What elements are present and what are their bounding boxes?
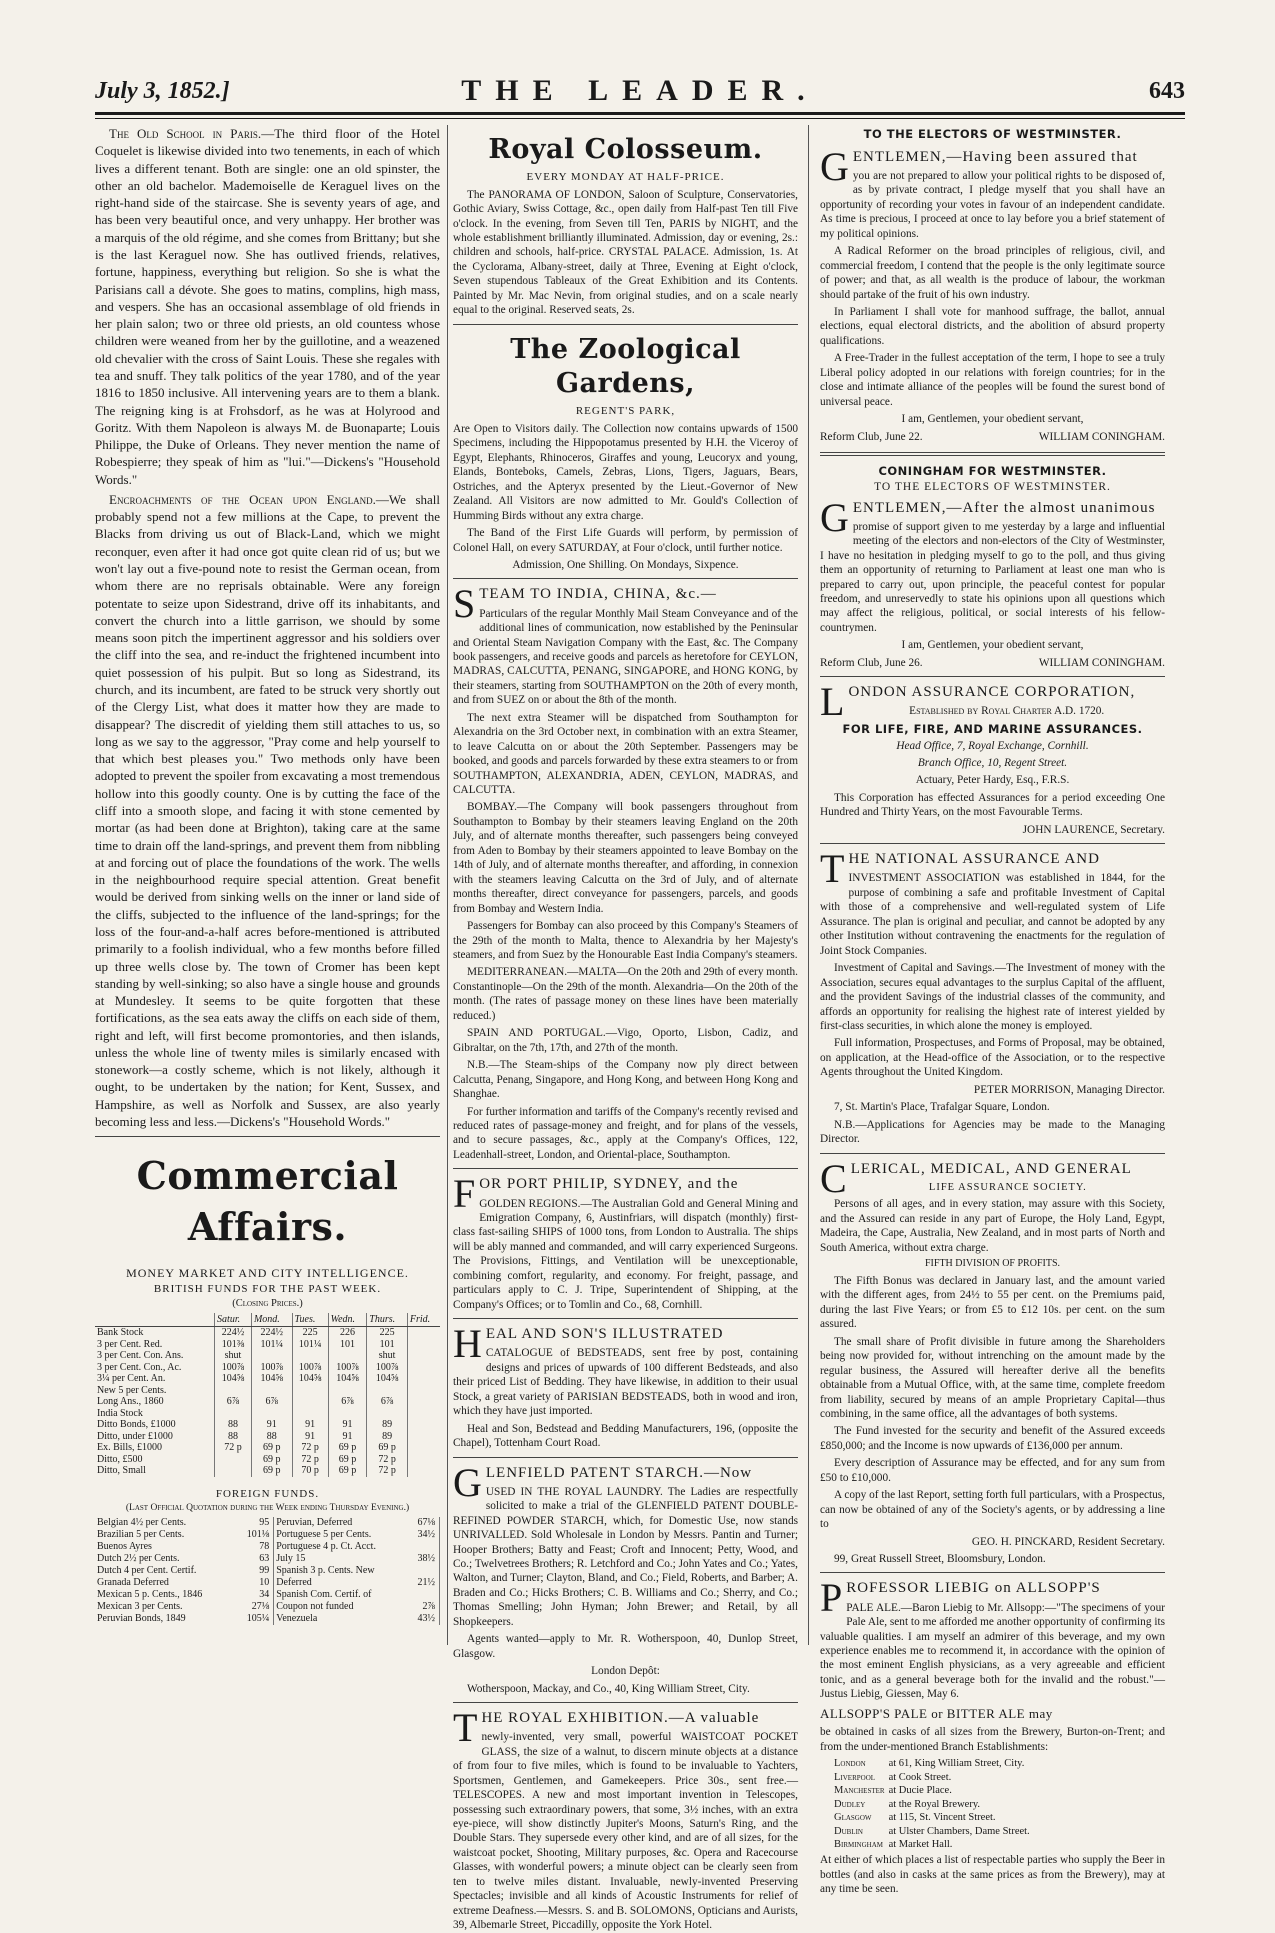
london-assurance-actuary: Actuary, Peter Hardy, Esq., F.R.S. xyxy=(915,774,1070,787)
foreign-fund-name: Dutch 4 per Cent. Certif. xyxy=(97,1565,197,1577)
depot-town: Liverpool xyxy=(834,1771,876,1783)
funds-price: 69 p xyxy=(328,1454,367,1466)
national-assurance-paragraph: Full information, Prospectuses, and Forms of Proposal, may be obtained, on application, at the Head-office of the Association, or to the respective Agents throughout the United Kingdom. xyxy=(820,1037,1165,1079)
funds-column-header xyxy=(95,1313,215,1327)
funds-price: 101⅜ xyxy=(215,1339,252,1351)
heal-address: Heal and Son, Bedstead and Bedding Manufacturers, 196, (opposite the Chapel), Tottenham Court Road. xyxy=(453,1422,798,1450)
funds-price: 6⅞ xyxy=(215,1396,252,1408)
steam-paragraph: N.B.—The Steam-ships of the Company now ply direct between Calcutta, Penang, Singapore, and Hong Kong, and between Hong Kong and Shanghae. xyxy=(453,1059,798,1101)
funds-price: 91 xyxy=(328,1431,367,1443)
funds-stock-name: Long Ans., 1860 xyxy=(97,1396,164,1408)
foreign-fund-price xyxy=(408,1589,439,1601)
clerical-medical-body: Persons of all ages, and in every station, may assure with this Society, and the Assured can reside in any part of Europe, the Holy Land, Egypt, Madeira, the Cape, Australia, New Zealand, and in most parts of North and South America, without extra charge. xyxy=(820,1198,1165,1254)
glenfield-depot-label: London Depôt: xyxy=(591,1665,660,1678)
funds-price xyxy=(407,1327,440,1339)
clerical-medical-heading: CLERICAL, MEDICAL, AND GENERAL xyxy=(820,1155,1132,1201)
steam-paragraph: BOMBAY.—The Company will book passengers throughout from Southampton to Bombay by their steamers leaving England on the 20th July, and of alternate months thereafter, such passengers being conveyed from Aden to Bombay by their steamers appointed to leave Bombay on the 14th of July, and of alternate months thereafter, and affording, in connexion with the steamers leaving Calcutta on the 3rd of July, and of alternate months thereafter, direct conveyance for passengers, parcels, and goods from Bombay and Western India. xyxy=(453,801,798,915)
foreign-fund-name: Venezuela xyxy=(276,1613,318,1625)
electors-letter-paragraph: A Free-Trader in the fullest acceptation of the term, I hope to see a truly Liberal policy adopted in our relations with foreign countries; for in the close and intimate alliance of the peoples will be found the surest bond of universal peace. xyxy=(820,352,1165,408)
divider xyxy=(453,578,798,579)
foreign-fund-name: Deferred xyxy=(276,1577,312,1589)
foreign-fund-price: 2⅞ xyxy=(408,1601,439,1613)
funds-price: 104⅝ xyxy=(328,1373,367,1385)
funds-price: 225 xyxy=(292,1327,328,1339)
funds-stock-name: Ditto, £500 xyxy=(97,1453,143,1465)
funds-price: 89 xyxy=(367,1431,408,1443)
column-divider xyxy=(808,125,809,1645)
foreign-funds-heading: FOREIGN FUNDS. xyxy=(215,1487,320,1500)
funds-row xyxy=(95,1350,440,1362)
electors-letter-close: I am, Gentlemen, your obedient servant, xyxy=(901,413,1084,426)
colosseum-body: The PANORAMA OF LONDON, Saloon of Sculpture, Conservatories, Gothic Aviary, Swiss Cottage, &c., open daily from Half-past Ten till Five o'clock. In the evening, from Seven till Ten, PARIS by NIGHT, and the whole establishment brilliantly illuminated. Admission, day or evening, 2s.: children and schools, half-price. CRYSTAL PALACE. Admission, 1s. At the Cyclorama, Albany-street, daily at Three, Evening at Eight o'clock, Seven stupendous Tableaux of the Great Exhibition and its Contents. Painted by Mr. Mac Nevin, from original studies, and on a scale nearly equal to the original. Reserved seats, 2s. xyxy=(453,188,798,317)
funds-price: 91 xyxy=(292,1419,328,1431)
london-assurance-signature: JOHN LAURENCE, Secretary. xyxy=(1022,823,1165,836)
page-number: 643 xyxy=(1149,78,1185,104)
steam-paragraph: SPAIN AND PORTUGAL.—Vigo, Oporto, Lisbon, Cadiz, and Gibraltar, on the 7th, 17th, and 27th of the month. xyxy=(453,1027,798,1054)
foreign-fund-price: 67⅛ xyxy=(408,1517,439,1529)
foreign-funds-row xyxy=(95,1589,440,1601)
electors-letter-paragraph: A Radical Reformer on the broad principles of religious, civil, and commercial freedom, I contend that the people is the only legitimate source of power; and that, as all wealth is the produce of labour, the workman should partake of the fruit of his own industry. xyxy=(820,245,1165,301)
funds-row xyxy=(95,1327,440,1339)
funds-price xyxy=(367,1385,408,1397)
depot-address: at 61, King William Street, City. xyxy=(888,1758,1025,1770)
steam-heading: STEAM TO INDIA, CHINA, &c.— xyxy=(453,581,717,627)
depot-town: Glasgow xyxy=(834,1812,872,1824)
funds-price: 100⅞ xyxy=(251,1362,292,1374)
london-assurance-established: Established by Royal Charter A.D. 1720. xyxy=(909,705,1105,718)
funds-price: 224½ xyxy=(215,1327,252,1339)
foreign-fund-price: 43½ xyxy=(408,1613,439,1625)
funds-price: 69 p xyxy=(328,1442,367,1454)
funds-price: 104⅝ xyxy=(251,1373,292,1385)
electors-letter-body: you are not prepared to allow your political rights to be disposed of, as by private contract, I pledge myself that you shall have an opportunity of recording your votes in favour of an independent candidate. As time is precious, I proceed at once to lay before you a brief statement of my political opinions. xyxy=(820,169,1165,240)
coningham-letter-body: promise of support given to me yesterday by a large and influential meeting of the electors and non-electors of the City of Westminster, I have no hesitation in pledging myself to go to the poll, and thus giving them an opportunity of returning to Parliament at least one man who is prepared to carry out, upon principle, the peaceful contest for popular freedom, and unreservedly to state his opinions upon all questions which may affect the religious, political, or social interests of his fellow-countrymen. xyxy=(820,520,1165,634)
london-assurance-head-office: Head Office, 7, Royal Exchange, Cornhill. xyxy=(896,739,1089,752)
divider xyxy=(820,1153,1165,1154)
funds-price xyxy=(328,1408,367,1420)
colosseum-subtitle: EVERY MONDAY AT HALF-PRICE. xyxy=(526,170,725,183)
foreign-fund-price: 78 xyxy=(236,1541,273,1553)
electors-letter-paragraph: In Parliament I shall vote for manhood suffrage, the ballot, annual elections, equal electoral districts, and the abolition of absurd property qualifications. xyxy=(820,305,1165,347)
funds-row xyxy=(95,1454,440,1466)
funds-column-header: Frid. xyxy=(407,1313,440,1327)
foreign-fund-name: Portuguese 4 p. Ct. Acct. xyxy=(276,1541,376,1553)
colosseum-title: Royal Colosseum. xyxy=(488,134,763,165)
clerical-medical-subheading: LIFE ASSURANCE SOCIETY. xyxy=(928,1181,1087,1193)
foreign-fund-price: 101⅛ xyxy=(236,1529,273,1541)
british-funds-table xyxy=(95,1313,440,1477)
funds-price xyxy=(407,1419,440,1431)
funds-row xyxy=(95,1385,440,1397)
funds-stock-name: Ditto, under £1000 xyxy=(97,1430,173,1442)
funds-row xyxy=(95,1362,440,1374)
funds-stock-name: New 5 per Cents. xyxy=(97,1384,167,1396)
depot-address: at Market Hall. xyxy=(888,1839,953,1850)
depot-address: at Ulster Chambers, Dame Street. xyxy=(888,1825,1030,1837)
funds-stock-name: India Stock xyxy=(97,1407,143,1419)
funds-price: 101 xyxy=(328,1339,367,1351)
divider xyxy=(453,324,798,325)
allsopp-depots-table xyxy=(834,1757,1034,1851)
funds-price xyxy=(215,1454,252,1466)
foreign-funds-row xyxy=(95,1613,440,1625)
foreign-funds-row xyxy=(95,1517,440,1529)
zoo-body: Are Open to Visitors daily. The Collection now contains upwards of 1500 Specimens, including the Hippopotamus presented by H.H. the Viceroy of Egypt, Elephants, Rhinoceros, Giraffes and young, Leucoryx and young, Elands, Bonteboks, Camels, Zebras, Lions, Tigers, Jaguars, Bears, Ostriches, and the Apteryx presented by the Lieut.-Governor of New Zealand. All Visitors are now admitted to Mr. Gould's Collection of Humming Birds without any extra charge. xyxy=(453,422,798,522)
foreign-fund-name: July 15 xyxy=(276,1553,306,1565)
funds-price: shut xyxy=(215,1350,252,1362)
funds-stock-name: 3 per Cent. Con. Ans. xyxy=(97,1350,184,1362)
clerical-medical-paragraph: The Fund invested for the security and benefit of the Assured exceeds £850,000; and the Income is now upwards of £136,000 per annum. xyxy=(820,1425,1165,1452)
funds-price xyxy=(407,1454,440,1466)
funds-price: 88 xyxy=(251,1431,292,1443)
foreign-fund-price: 27⅛ xyxy=(236,1601,273,1613)
depot-address: at 115, St. Vincent Street. xyxy=(888,1812,996,1824)
depot-row xyxy=(834,1784,1034,1797)
masthead-rule xyxy=(95,112,1185,115)
zoo-admission: Admission, One Shilling. On Mondays, Sixpence. xyxy=(512,558,739,571)
clerical-medical-paragraph: A copy of the last Report, setting forth full particulars, with a Prospectus, can now be obtained of any of the Society's agents, or by addressing a line to xyxy=(820,1489,1165,1531)
allsopp-tail: At either of which places a list of respectable parties who supply the Beer in bottles (and also in casks at the same prices as from the Brewery), may at any time be seen. xyxy=(820,1854,1165,1896)
foreign-fund-name: Spanish 3 p. Cents. New xyxy=(276,1565,375,1577)
funds-row xyxy=(95,1339,440,1351)
steam-paragraph: Passengers for Bombay can also proceed by this Company's Steamers of the 29th of the month to Malta, thence to Alexandria by her Majesty's steamers, and from Suez by the Honourable East India Company's steamers. xyxy=(453,920,798,962)
funds-price xyxy=(292,1350,328,1362)
funds-column-header: Tues. xyxy=(292,1313,328,1327)
heal-heading: HEAL AND SON'S ILLUSTRATED xyxy=(453,1321,724,1367)
funds-price: 100⅞ xyxy=(328,1362,367,1374)
funds-price xyxy=(407,1396,440,1408)
funds-stock-name: 3 per Cent. Red. xyxy=(97,1338,163,1350)
funds-price: 89 xyxy=(367,1419,408,1431)
funds-price: 224½ xyxy=(251,1327,292,1339)
foreign-funds-table xyxy=(95,1517,440,1625)
foreign-fund-price: 34 xyxy=(236,1589,273,1601)
divider xyxy=(820,1572,1165,1573)
glenfield-heading: GLENFIELD PATENT STARCH.—Now xyxy=(453,1459,753,1505)
divider xyxy=(453,1318,798,1319)
funds-row xyxy=(95,1373,440,1385)
funds-price xyxy=(367,1408,408,1420)
clerical-medical-paragraph: The small share of Profit divisible in future among the Shareholders being now provided for, without intrenching on the amount made by the regular business, the Assured will hereafter derive all the benefits obtainable from a Mutual Office, with, at the same time, complete freedom from liability, secured by means of an ample Proprietary Capital—thus combining, in the same office, all the advantages of both systems. xyxy=(820,1335,1165,1420)
funds-price xyxy=(407,1339,440,1351)
clerical-medical-paragraph: Every description of Assurance may be effected, and for any sum from £50 to £10,000. xyxy=(820,1457,1165,1484)
foreign-fund-price: 34½ xyxy=(408,1529,439,1541)
funds-price xyxy=(215,1465,252,1477)
funds-price xyxy=(407,1442,440,1454)
depot-row xyxy=(834,1825,1034,1838)
article-encroachments: Encroachments of the Ocean upon England.—We shall probably spend not a few millions at the Cape, to prevent the Blacks from driving us out of Black-Land, which we might reconquer, even after it had once got quite clean rid of us; but we won't lay out a five-pound note to resist the German ocean, from whom there are no reprisals obtainable. Were any foreign potentate to seize upon Sidestrand, drive off its inhabitants, and convert the church into a little garrison, we should by some means soon pitch the impertinent aggressor and his soldiers over the cliff into the sea, and re-induct the frightened incumbent into quiet possession of his pulpit. But so long as Sidestrand, its church, and its incumbent, are fated to be struck very shortly out of the Clergy List, what does it matter how they are made to disappear? The discredit of yielding them still attaches to us, so long as we say to the aggressor, "Pray come and help yourself to that which best pleases you." Two methods only have been adopted to prevent the spoiler from excavating a most tremendous hollow into this goodly county. One is by cutting the face of the cliff into a smooth slope, and facing it with stone cemented by mortar (as had been done at Brighton), taking care at the same time to drain off the land-springs, and prevent them from nibbling at and forcing out of place the foundations of the work. The wells in the neighbourhood require special attention. Great benefit would be derived from sinking wells on the inner or land side of the cliffs, subjected to the influence of the land-springs; for the loss of the four-and-a-half acres before-mentioned is attributed primarily to a foolish individual, who a few months before filled up three wells close by. The town of Cromer has been kept standing by well-sinking; so also have a single house and grounds at Mundesley. It seems to be quite forgotten that these fortifications, as the sea eats away the cliffs on each side of them, right and left, will first become promontories, and then islands, unless the whole line of twenty miles is similarly encased with stonework—a costly scheme, which is not likely, although it ought, to be undertaken by the nation; for Kent, Sussex, and Hampshire, as well as Norfolk and Sussex, are also yearly becoming less and less.—Dickens's "Household Words." xyxy=(95,491,440,1130)
steam-paragraph: MEDITERRANEAN.—MALTA—On the 20th and 29th of every month. Constantinople—On the 29th of the month. Alexandria—On the 20th of the month. (The rates of passage money on these lines have been materially reduced.) xyxy=(453,966,798,1022)
masthead xyxy=(95,72,1185,110)
funds-price xyxy=(292,1408,328,1420)
foreign-funds-subheading: (Last Official Quotation during the Week ending Thursday Evening.) xyxy=(125,1502,410,1513)
funds-column-header: Wedn. xyxy=(328,1313,367,1327)
depot-row xyxy=(834,1811,1034,1824)
funds-price: 91 xyxy=(328,1419,367,1431)
coningham-subheading: TO THE ELECTORS OF WESTMINSTER. xyxy=(874,480,1111,493)
funds-price: 72 p xyxy=(292,1442,328,1454)
depot-town: Birmingham xyxy=(834,1839,884,1850)
funds-price xyxy=(215,1408,252,1420)
funds-price xyxy=(215,1385,252,1397)
issue-date: July 3, 1852.] xyxy=(95,78,230,104)
national-assurance-heading: THE NATIONAL ASSURANCE AND xyxy=(820,846,1100,892)
foreign-fund-price xyxy=(408,1541,439,1553)
funds-price: 72 p xyxy=(367,1465,408,1477)
national-assurance-paragraph: Investment of Capital and Savings.—The Investment of money with the Association, secures equal advantages to the surplus Capital of the affluent, and the provident Savings of the industrial classes of the community, and affords an opportunity for realising the highest rate of interest yielded by first-class securities, in which alone the money is employed. xyxy=(820,962,1165,1033)
divider xyxy=(820,676,1165,677)
funds-price: 101 xyxy=(367,1339,408,1351)
funds-price xyxy=(407,1465,440,1477)
column-divider xyxy=(447,125,448,1645)
funds-row xyxy=(95,1396,440,1408)
foreign-funds-row xyxy=(95,1541,440,1553)
funds-price xyxy=(407,1373,440,1385)
port-philip-body: GOLDEN REGIONS.—The Australian Gold and General Mining and Emigration Company, 6, Austinfriars, will dispatch (monthly) first-class fast-sailing SHIPS of 1000 tons, from London to Australia. The ships will be ably manned and commanded, and will carry experienced Surgeons. The Provisions, Fittings, and Ventilation will be unexceptionable, combining comfort, regularity, and economy. For freight, passage, and particulars apply to C. J. Tripe, Superintendent of Shipping, at the Company's Offices; or to Tomlin and Co., 68, Cornhill. xyxy=(453,1197,798,1311)
funds-stock-name: Bank Stock xyxy=(97,1327,144,1339)
funds-price: shut xyxy=(367,1350,408,1362)
funds-price xyxy=(407,1350,440,1362)
steam-paragraph: The next extra Steamer will be dispatched from Southampton for Alexandria on the 3rd October next, in combination with an extra Steamer, to leave Calcutta on or about the 20th September. Passengers may be booked, and goods and parcels forwarded by these extra steamers to or from SOUTHAMPTON, ALEXANDRIA, ADEN, CEYLON, MADRAS, and CALCUTTA. xyxy=(453,711,798,797)
funds-price: 88 xyxy=(215,1419,252,1431)
steam-body: Particulars of the regular Monthly Mail Steam Conveyance and of the additional lines of communication, now established by the Peninsular and Oriental Steam Navigation Company with the East, &c. The Company book passengers, and receive goods and parcels as heretofore for CEYLON, MADRAS, CALCUTTA, PENANG, SINGAPORE, and HONG KONG, by their steamers, starting from SOUTHAMPTON on the 20th of every month, and from SUEZ on or about the 8th of the month. xyxy=(453,607,798,707)
coningham-heading: CONINGHAM FOR WESTMINSTER. xyxy=(878,464,1107,479)
national-assurance-body: INVESTMENT ASSOCIATION was established in 1844, for the purpose of combining a safe and profitable Investment of Capital with those of a comprehensive and well-regulated system of Life Assurance. The plan is original and peculiar, and cannot be adopted by any other Institution without contravening the enactments for the regulation of Joint Stock Companies. xyxy=(820,872,1165,957)
funds-price xyxy=(251,1350,292,1362)
foreign-fund-name: Spanish Com. Certif. of xyxy=(276,1589,372,1601)
foreign-funds-row xyxy=(95,1529,440,1541)
electors-heading: TO THE ELECTORS OF WESTMINSTER. xyxy=(863,127,1122,141)
coningham-letter-heading: GENTLEMEN,—After the almost unanimous xyxy=(820,494,1156,540)
foreign-funds-row xyxy=(95,1565,440,1577)
funds-stock-name: Ditto Bonds, £1000 xyxy=(97,1419,176,1431)
funds-price: 72 p xyxy=(215,1442,252,1454)
electors-letter-signature: Reform Club, June 22. WILLIAM CONINGHAM. xyxy=(820,430,1165,443)
divider xyxy=(95,1136,440,1137)
clerical-medical-paragraph: The Fifth Bonus was declared in January last, and the amount varied with the different ages, from 24½ to 55 per cent. on the Premiums paid, during the last Five Years; or from £5 to £12 10s. per cent. on the sum assured. xyxy=(820,1274,1165,1331)
london-assurance-heading: LONDON ASSURANCE CORPORATION, xyxy=(820,679,1136,725)
glenfield-body: USED IN THE ROYAL LAUNDRY. The Ladies are respectfully solicited to make a trial of the GLENFIELD PATENT DOUBLE-REFINED POWDER STARCH, which, for Domestic Use, now stands UNRIVALLED. Sold Wholesale in London by Messrs. Pantin and Turner; Hooper Brothers; Batty and Feast; Croft and Innocent; Petty, Wood, and Co.; Twelvetrees Brothers; R. Letchford and Co.; John Yates and Co.; Yates, Walton, and Turner; Clayton, Bland, and Co.; Field, Roberts, and Barber; A. Braden and Co.; Hicks Brothers; C. B. Williams and Co.; Sherry, and Co.; Thomas Smelling; John Hyman; John Brewer; and Retail, by all Shopkeepers. xyxy=(453,1485,798,1628)
funds-row xyxy=(95,1465,440,1477)
depot-address: at Ducie Place. xyxy=(888,1785,952,1797)
zoo-band: The Band of the First Life Guards will perform, by permission of Colonel Hall, on every SATURDAY, at Four o'clock, until further notice. xyxy=(453,527,798,554)
depot-row xyxy=(834,1838,1034,1851)
clerical-medical-signature: GEO. H. PINCKARD, Resident Secretary. xyxy=(971,1535,1165,1548)
depot-town: Dudley xyxy=(834,1798,866,1810)
funds-price: 69 p xyxy=(251,1442,292,1454)
funds-price: 6⅞ xyxy=(251,1396,292,1408)
foreign-funds-row xyxy=(95,1601,440,1613)
funds-stock-name: 3 per Cent. Con., Ac. xyxy=(97,1361,182,1373)
electors-letter-heading: GENTLEMEN,—Having been assured that xyxy=(820,143,1138,189)
national-assurance-note: N.B.—Applications for Agencies may be made to the Managing Director. xyxy=(820,1118,1165,1146)
glenfield-agents: Agents wanted—apply to Mr. R. Wotherspoon, 40, Dunlop Street, Glasgow. xyxy=(453,1633,798,1660)
foreign-fund-name: Buenos Ayres xyxy=(97,1541,152,1553)
port-philip-heading: FOR PORT PHILIP, SYDNEY, and the xyxy=(453,1171,739,1217)
foreign-fund-name: Dutch 2½ per Cents. xyxy=(97,1553,180,1565)
column-2 xyxy=(453,125,798,1932)
article-old-school: The Old School in Paris.—The third floor of the Hotel Coquelet is likewise divided into two tenements, in each of which lives a different tenant. Both are single: one an old spinster, the other an old bachelor. Mademoiselle de Keraguel lives on the right-hand side of the staircase. She is seventy years of age, and has been very beautiful once, and very unhappy. Her brother was a marquis of the old régime, and she comes from Brittany; but she is the last Keraguel now. She has outlived friends, relatives, fortune, happiness, everything but religion. So she is what the Parisians call a dévote. She goes to matins, complins, high mass, and vespers. She has an occasional assemblage of old friends in her plain salon; two or three old priests, an old countess whose children were weaned from her by the guillotine, and a weazened old chevalier with the cross of Saint Louis. These she regales with tea and snuff. They talk politics of the year 1780, and of the year 1816 to 1850 inclusive. All intervening years are to them a blank. The reigning king is at Frohsdorf, as he was at Holyrood and Goritz. With them Napoleon is always M. de Buonaparte; Louis Philippe, the Duke of Orleans. They never mention the name of Robespierre; they speak of him as "lui."—Dickens's "Household Words." xyxy=(95,126,440,487)
foreign-fund-price: 10 xyxy=(236,1577,273,1589)
allsopp-body: be obtained in casks of all sizes from the Brewery, Burton-on-Trent; and from the under-mentioned Branch Establishments: xyxy=(820,1726,1165,1753)
foreign-funds-row xyxy=(95,1553,440,1565)
funds-price: 69 p xyxy=(367,1442,408,1454)
london-assurance-body: This Corporation has effected Assurances for a period exceeding One Hundred and Thirty Years, on the most Favourable Terms. xyxy=(820,791,1165,819)
foreign-fund-price: 95 xyxy=(236,1517,273,1529)
foreign-fund-name: Peruvian, Deferred xyxy=(276,1517,353,1529)
funds-price xyxy=(407,1385,440,1397)
depot-town: London xyxy=(834,1758,866,1770)
funds-row xyxy=(95,1431,440,1443)
closing-prices-label: (Closing Prices.) xyxy=(232,1297,303,1309)
clerical-medical-address: 99, Great Russell Street, Bloomsbury, London. xyxy=(834,1553,1046,1566)
funds-price: 104⅝ xyxy=(215,1373,252,1385)
funds-price xyxy=(328,1350,367,1362)
foreign-funds-row xyxy=(95,1577,440,1589)
funds-price: 69 p xyxy=(251,1465,292,1477)
funds-price: 69 p xyxy=(328,1465,367,1477)
foreign-fund-price xyxy=(408,1565,439,1577)
foreign-fund-price: 38½ xyxy=(408,1553,439,1565)
funds-price: 225 xyxy=(367,1327,408,1339)
london-assurance-branch-office: Branch Office, 10, Regent Street. xyxy=(917,757,1068,770)
funds-stock-name: Ditto, Small xyxy=(97,1465,146,1477)
coningham-letter-close: I am, Gentlemen, your obedient servant, xyxy=(901,639,1084,652)
funds-price: 104⅝ xyxy=(292,1373,328,1385)
funds-price: 104⅝ xyxy=(367,1373,408,1385)
divider xyxy=(453,1168,798,1169)
allsopp-heading: ALLSOPP'S PALE or BITTER ALE may xyxy=(820,1705,1053,1721)
depot-town: Dublin xyxy=(834,1825,863,1837)
funds-price: 70 p xyxy=(292,1465,328,1477)
funds-price: 100⅞ xyxy=(292,1362,328,1374)
funds-price: 88 xyxy=(215,1431,252,1443)
funds-price xyxy=(407,1362,440,1374)
foreign-fund-name: Coupon not funded xyxy=(276,1601,354,1613)
funds-price: 72 p xyxy=(292,1454,328,1466)
funds-price: 72 p xyxy=(367,1454,408,1466)
funds-price: 6⅞ xyxy=(367,1396,408,1408)
funds-stock-name: Ex. Bills, £1000 xyxy=(97,1442,163,1454)
funds-price xyxy=(328,1385,367,1397)
steam-paragraph: For further information and tariffs of the Company's recently revised and reduced rates of passage-money and freight, and for plans of the vessels, and to secure passages, &c., apply at the Company's Offices, 122, Leadenhall-street, London, and Oriental-place, Southampton. xyxy=(453,1105,798,1161)
funds-stock-name: 3¼ per Cent. An. xyxy=(97,1373,166,1385)
zoo-title: The Zoological Gardens, xyxy=(510,333,741,400)
depot-address: at Cook Street. xyxy=(888,1771,952,1783)
zoo-subtitle: REGENT'S PARK, xyxy=(575,404,676,417)
money-market-heading: MONEY MARKET AND CITY INTELLIGENCE. xyxy=(126,1266,409,1281)
heal-body: CATALOGUE of BEDSTEADS, sent free by post, containing designs and prices of upwards of 100 different Bedsteads, and also their priced List of Bedding. They have likewise, in addition to their usual Stock, a great variety of PARISIAN BEDSTEADS, both in wood and iron, which they have just imported. xyxy=(453,1347,798,1418)
foreign-fund-name: Belgian 4½ per Cents. xyxy=(97,1517,187,1529)
funds-price xyxy=(407,1408,440,1420)
funds-price xyxy=(251,1408,292,1420)
depot-address: at the Royal Brewery. xyxy=(888,1798,981,1810)
funds-column-header: Satur. xyxy=(215,1313,252,1327)
national-assurance-signature: PETER MORRISON, Managing Director. xyxy=(973,1083,1165,1096)
funds-price xyxy=(251,1385,292,1397)
column-3 xyxy=(820,125,1165,1896)
divider xyxy=(820,843,1165,844)
column-1 xyxy=(95,125,440,1685)
funds-price: 101¼ xyxy=(292,1339,328,1351)
clerical-medical-profits-heading: FIFTH DIVISION OF PROFITS. xyxy=(924,1258,1061,1270)
royal-exhibition-heading: THE ROYAL EXHIBITION.—A valuable xyxy=(453,1705,760,1751)
british-funds-heading: BRITISH FUNDS FOR THE PAST WEEK. xyxy=(153,1283,382,1296)
foreign-fund-name: Portuguese 5 per Cents. xyxy=(276,1529,372,1541)
funds-price xyxy=(292,1385,328,1397)
divider xyxy=(453,1457,798,1458)
funds-price: 91 xyxy=(292,1431,328,1443)
funds-price: 6⅞ xyxy=(328,1396,367,1408)
funds-price: 100⅞ xyxy=(367,1362,408,1374)
glenfield-depot: Wotherspoon, Mackay, and Co., 40, King William Street, City. xyxy=(467,1682,750,1695)
section-title: Commercial Affairs. xyxy=(136,1153,399,1249)
liebig-heading: PROFESSOR LIEBIG on ALLSOPP'S xyxy=(820,1575,1101,1621)
funds-price: 69 p xyxy=(251,1454,292,1466)
foreign-fund-price: 63 xyxy=(236,1553,273,1565)
divider xyxy=(453,1702,798,1703)
foreign-fund-price: 21½ xyxy=(408,1577,439,1589)
london-assurance-lines: FOR LIFE, FIRE, AND MARINE ASSURANCES. xyxy=(842,721,1143,736)
foreign-fund-price: 105¼ xyxy=(236,1613,273,1625)
funds-price xyxy=(407,1431,440,1443)
foreign-fund-price: 99 xyxy=(236,1565,273,1577)
divider xyxy=(820,452,1165,456)
funds-row xyxy=(95,1408,440,1420)
depot-row xyxy=(834,1798,1034,1811)
foreign-fund-name: Peruvian Bonds, 1849 xyxy=(97,1613,186,1625)
funds-column-header: Mond. xyxy=(251,1313,292,1327)
funds-row xyxy=(95,1419,440,1431)
national-assurance-address: 7, St. Martin's Place, Trafalgar Square, London. xyxy=(834,1101,1050,1114)
funds-row xyxy=(95,1442,440,1454)
funds-price: 226 xyxy=(328,1327,367,1339)
newspaper-title: THE LEADER. xyxy=(461,74,819,107)
depot-town: Manchester xyxy=(834,1785,885,1797)
depot-row xyxy=(834,1771,1034,1784)
royal-exhibition-body: newly-invented, very small, powerful WAISTCOAT POCKET GLASS, the size of a walnut, to discern minute objects at a distance of from four to five miles, which is found to be invaluable to Yachters, Sportsmen, Gentlemen, and Gamekeepers. Price 30s., sent free.—TELESCOPES. A new and most important invention in Telescopes, possessing such extraordinary powers, that some, 3½ inches, with an extra eye-piece, will show distinctly Jupiter's Moons, Saturn's Ring, and the Double Stars. They supersede every other kind, and are of all sizes, for the waistcoat pocket, Shooting, Military purposes, &c. Opera and Racecourse Glasses, with wonderful powers; a minute object can be clearly seen from ten to twelve miles distant. Invaluable, newly-invented Preserving Spectacles; invisible and all kinds of Acoustic Instruments for relief of extreme Deafness.—Messrs. S. and B. SOLOMONS, Opticians and Aurists, 39, Albemarle Street, Piccadilly, opposite the York Hotel. xyxy=(453,1731,798,1932)
foreign-fund-name: Mexican 3 per Cents. xyxy=(97,1601,183,1613)
funds-price: 101¼ xyxy=(251,1339,292,1351)
masthead-rule-thin xyxy=(95,118,1185,119)
liebig-body: PALE ALE.—Baron Liebig to Mr. Allsopp:—"The specimens of your Pale Ale, sent to me afforded me another opportunity of confirming its valuable qualities. I am myself an admirer of this beverage, and my own experience enables me to recommend it, in accordance with the opinion of the most eminent English physicians, as a very agreeable and efficient tonic, and as a general beverage both for the invalid and the robust."—Justus Liebig, Giessen, May 6. xyxy=(820,1601,1165,1701)
foreign-fund-name: Mexican 5 p. Cents., 1846 xyxy=(97,1589,203,1601)
funds-price xyxy=(292,1396,328,1408)
funds-price: 91 xyxy=(251,1419,292,1431)
funds-column-header: Thurs. xyxy=(367,1313,408,1327)
depot-row xyxy=(834,1757,1034,1770)
foreign-fund-name: Granada Deferred xyxy=(97,1577,169,1589)
funds-price: 100⅞ xyxy=(215,1362,252,1374)
coningham-letter-signature: Reform Club, June 26. WILLIAM CONINGHAM. xyxy=(820,656,1165,669)
foreign-fund-name: Brazilian 5 per Cents. xyxy=(97,1529,185,1541)
